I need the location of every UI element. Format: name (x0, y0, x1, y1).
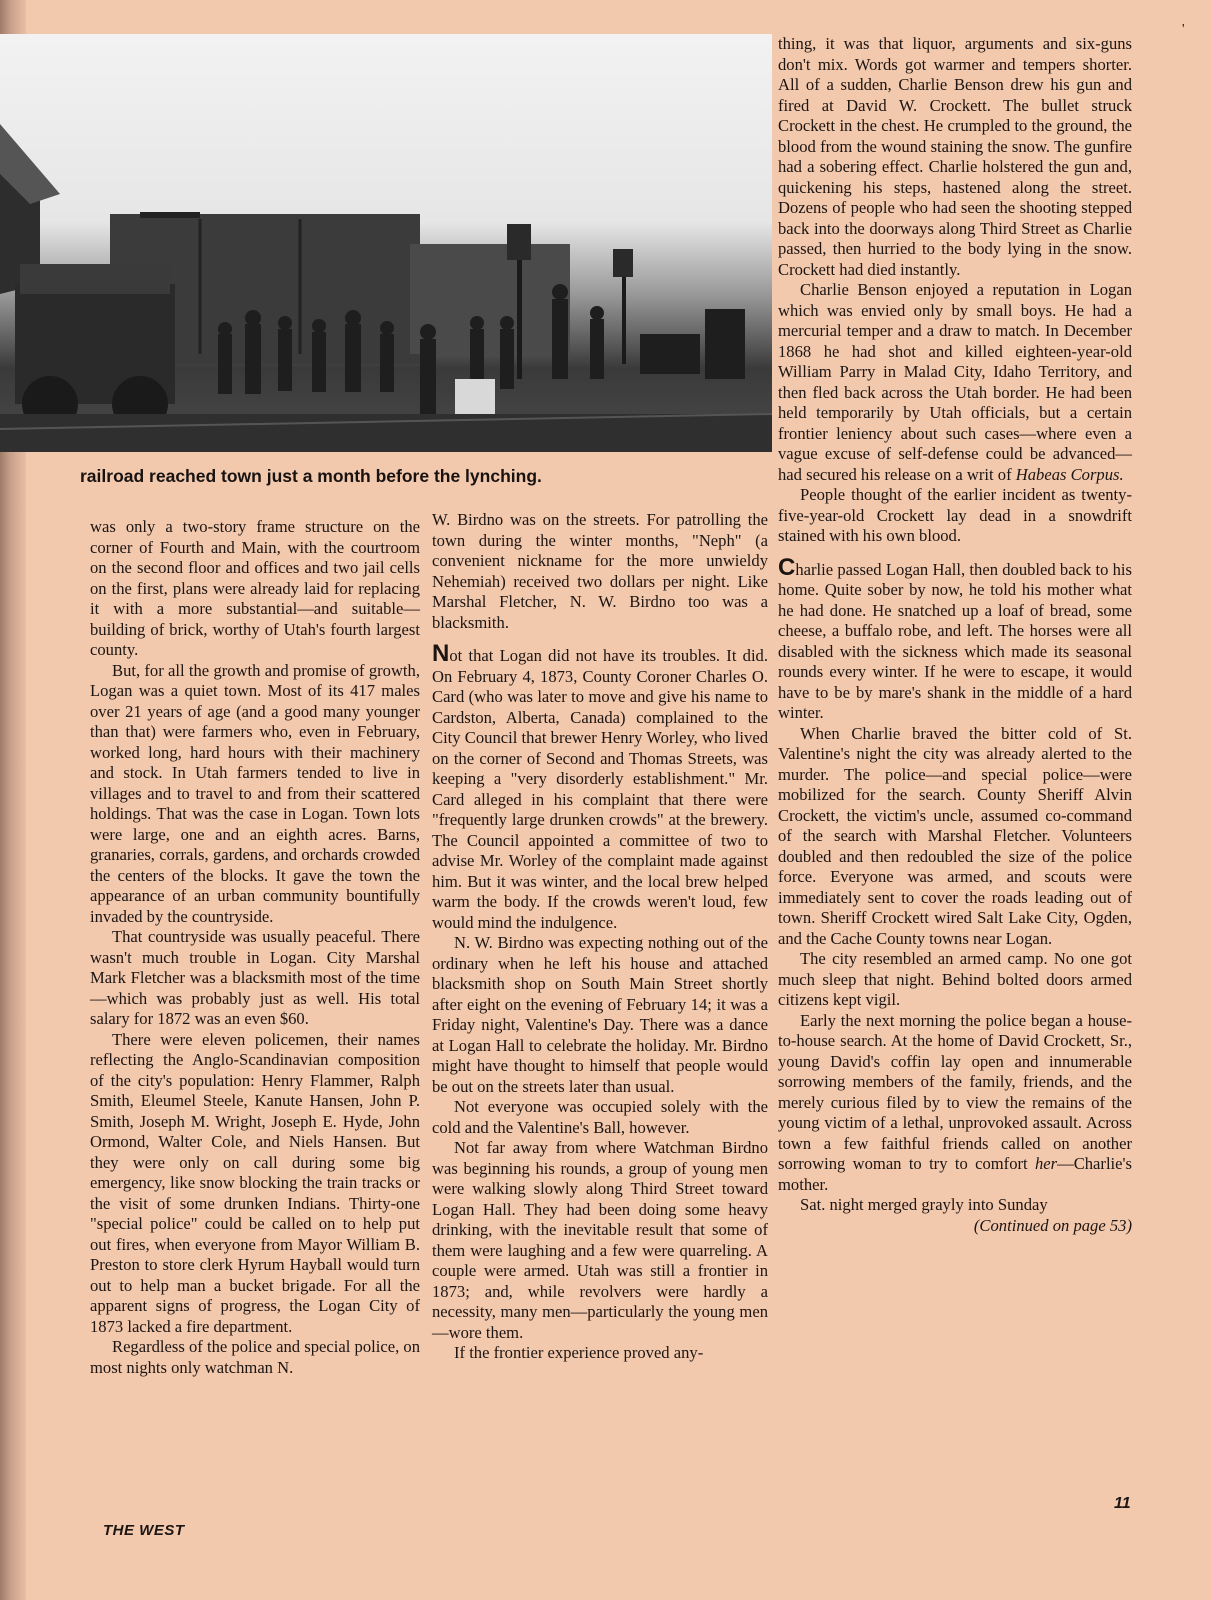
paragraph: thing, it was that liquor, arguments and six-guns don't mix. Words got warmer and tempers shorter. All of a sudden, Charlie Benson drew his gun and fired at David W. Crockett. The bullet struck Crockett in the chest. He crumpled to the ground, the blood from the wound staining the snow. The gunfire had a sobering effect. Charlie holstered the gun and, quickening his steps, hastened along the street. Dozens of people who had seen the shooting stepped back into the doorways along Third Street as Charlie passed, then hurried to the body lying in the snow. Crockett had died instantly. (778, 34, 1132, 279)
paragraph: Sat. night merged grayly into Sunday (800, 1195, 1048, 1214)
paragraph: N. W. Birdno was expecting nothing out of the ordinary when he left his house and attached blacksmith shop on South Main Street shortly after eight on the evening of February 14; it was a Friday night, Valentine's Day. There was a dance at Logan Hall to celebrate the holiday. Mr. Birdno might have thought to himself that people would be out on the streets later than usual. (432, 933, 768, 1096)
paragraph: W. Birdno was on the streets. For patrolling the town during the winter months, "Neph" (a convenient nickname for the more unwieldy Nehemiah) received two dollars per night. Like Marshal Fletcher, N. W. Birdno too was a blacksmith. (432, 510, 768, 632)
paragraph: Not far away from where Watchman Birdno was beginning his rounds, a group of young men were walking slowly along Third Street toward Logan Hall. They had been doing some heavy drinking, with the inevitable result that some of them were laughing and a few were quarreling. A couple were armed. Utah was still a frontier in 1873; and, while revolvers were hardly a necessity, many men—particularly the young men—wore them. (432, 1138, 768, 1342)
article-column-3 (778, 34, 1132, 1236)
drop-cap: N (432, 640, 450, 667)
paragraph: The city resembled an armed camp. No one got much sleep that night. Behind bolted doors armed citizens kept vigil. (778, 949, 1132, 1009)
section-text: harlie passed Logan Hall, then doubled back to his home. Quite sober by now, he told his mother what he had done. He snatched up a loaf of bread, some cheese, a buffalo robe, and left. The horses were all disabled with the sickness which made its seasonal rounds every winter. If he were to escape, it would have to be by mare's shank in the middle of a hard winter. (778, 559, 1132, 722)
corner-mark: ' (1182, 22, 1185, 37)
railroad-photo-illustration (0, 34, 772, 452)
article-column-1 (90, 517, 420, 1378)
paragraph: That countryside was usually peaceful. There wasn't much trouble in Logan. City Marshal Mark Fletcher was a blacksmith most of the time—which was probably just as well. His total salary for 1872 was an even $60. (90, 927, 420, 1028)
publication-footer: THE WEST (103, 1522, 185, 1539)
page-number: 11 (1114, 1495, 1131, 1512)
paragraph: was only a two-story frame structure on the corner of Fourth and Main, with the courtroom on the second floor and offices and two jail cells on the first, plans were already laid for replacing it with a more substantial—and suitable—building of brick, worthy of Utah's fourth largest county. (90, 517, 420, 659)
railroad-photo (0, 34, 772, 452)
paragraph (778, 280, 1132, 485)
photo-caption: railroad reached town just a month before the lynching. (80, 466, 542, 486)
paragraph: When Charlie braved the bitter cold of St. Valentine's night the city was already alerted to the murder. The police—and special police—were mobilized for the search. County Sheriff Alvin Crockett, the victim's uncle, assumed co-command of the search with Marshal Fletcher. Volunteers doubled and then redoubled the size of the police force. Everyone was armed, and scouts were immediately sent to cover the roads leading out of town. Sheriff Crockett wired Salt Lake City, Ogden, and the Cache County towns near Logan. (778, 723, 1132, 948)
paragraph: People thought of the earlier incident as twenty-five-year-old Crockett lay dead in a snowdrift stained with his own blood. (778, 485, 1132, 545)
paragraph: Regardless of the police and special police, on most nights only watchman N. (90, 1337, 420, 1377)
paragraph-tail: —Charlie's mother. (778, 1154, 1132, 1194)
section-opening-paragraph (432, 640, 768, 933)
continued-note: (Continued on page 53) (973, 1215, 1132, 1235)
article-column-2 (432, 510, 768, 1364)
section-opening-paragraph (778, 553, 1132, 724)
paragraph: Not everyone was occupied solely with the cold and the Valentine's Ball, however. (432, 1097, 768, 1137)
italic-word: her (1034, 1154, 1058, 1173)
italic-term: Habeas Corpus. (1015, 464, 1124, 484)
paragraph: There were eleven policemen, their names reflecting the Anglo-Scandinavian composition of the city's population: Henry Flammer, Ralph Smith, Eleumel Steele, Kanute Hansen, John P. Smith, Joseph M. Wright, Joseph E. Hyde, John Ormond, Walter Cole, and Niels Hansen. But they were only on call during some big emergency, like snow blocking the train tracks or the visit of some drunken Indians. Thirty-one "special police" could be called on to help put out fires, when everyone from Mayor William B. Preston to store clerk Hyrum Hayball would turn out to help man a bucket brigade. For all the apparent signs of progress, the Logan City of 1873 lacked a fire department. (90, 1029, 420, 1336)
section-text: ot that Logan did not have its troubles. It did. On February 4, 1873, County Coroner Charles O. Card (who was later to move and give his name to Cardston, Alberta, Canada) complained to the City Council that brewer Henry Worley, who lived on the corner of Second and Thomas Streets, was keeping a "very disorderly establishment." Mr. Card alleged in his complaint that there were "frequently large drunken crowds" at the brewery. The Council appointed a committee of two to advise Mr. Worley of the complaint made against him. But it was winter, and the local brew helped warm the body. If the crowds weren't loud, few would mind the indulgence. (432, 646, 768, 932)
paragraph-text: Charlie Benson enjoyed a reputation in Logan which was envied only by small boys. He had a mercurial temper and a draw to match. In December 1868 he had shot and killed eighteen-year-old William Parry in Malad City, Idaho Territory, and then fled back across the Utah border. He had been held temporarily by Utah officials, but a certain frontier leniency about such cases—where even a vague excuse of self-defense could be advanced—had secured his release on a writ of (778, 280, 1132, 484)
drop-cap: C (778, 553, 796, 581)
paragraph: If the frontier experience proved any- (454, 1343, 704, 1362)
paragraph: But, for all the growth and promise of growth, Logan was a quiet town. Most of its 417 males over 21 years of age (and a good many younger than that) were farmers who, even in February, worked long, hard hours with their machinery and stock. In Utah farmers tended to live in villages and to travel to and from their scattered holdings. That was the case in Logan. Town lots were large, one and an eighth acres. Barns, granaries, corrals, gardens, and orchards crowded the centers of the blocks. It gave the town the appearance of an urban community bountifully invaded by the countryside. (90, 660, 420, 926)
paragraph (778, 1011, 1132, 1196)
paragraph-text: Early the next morning the police began a house-to-house search. At the home of David Crockett, Sr., young David's coffin lay open and innumerable sorrowing members of the family, friends, and the merely curious filed by to view the remains of the young victim of a lethal, unprovoked assault. Across town a few faithful friends called on another sorrowing woman to try to comfort (778, 1010, 1132, 1173)
